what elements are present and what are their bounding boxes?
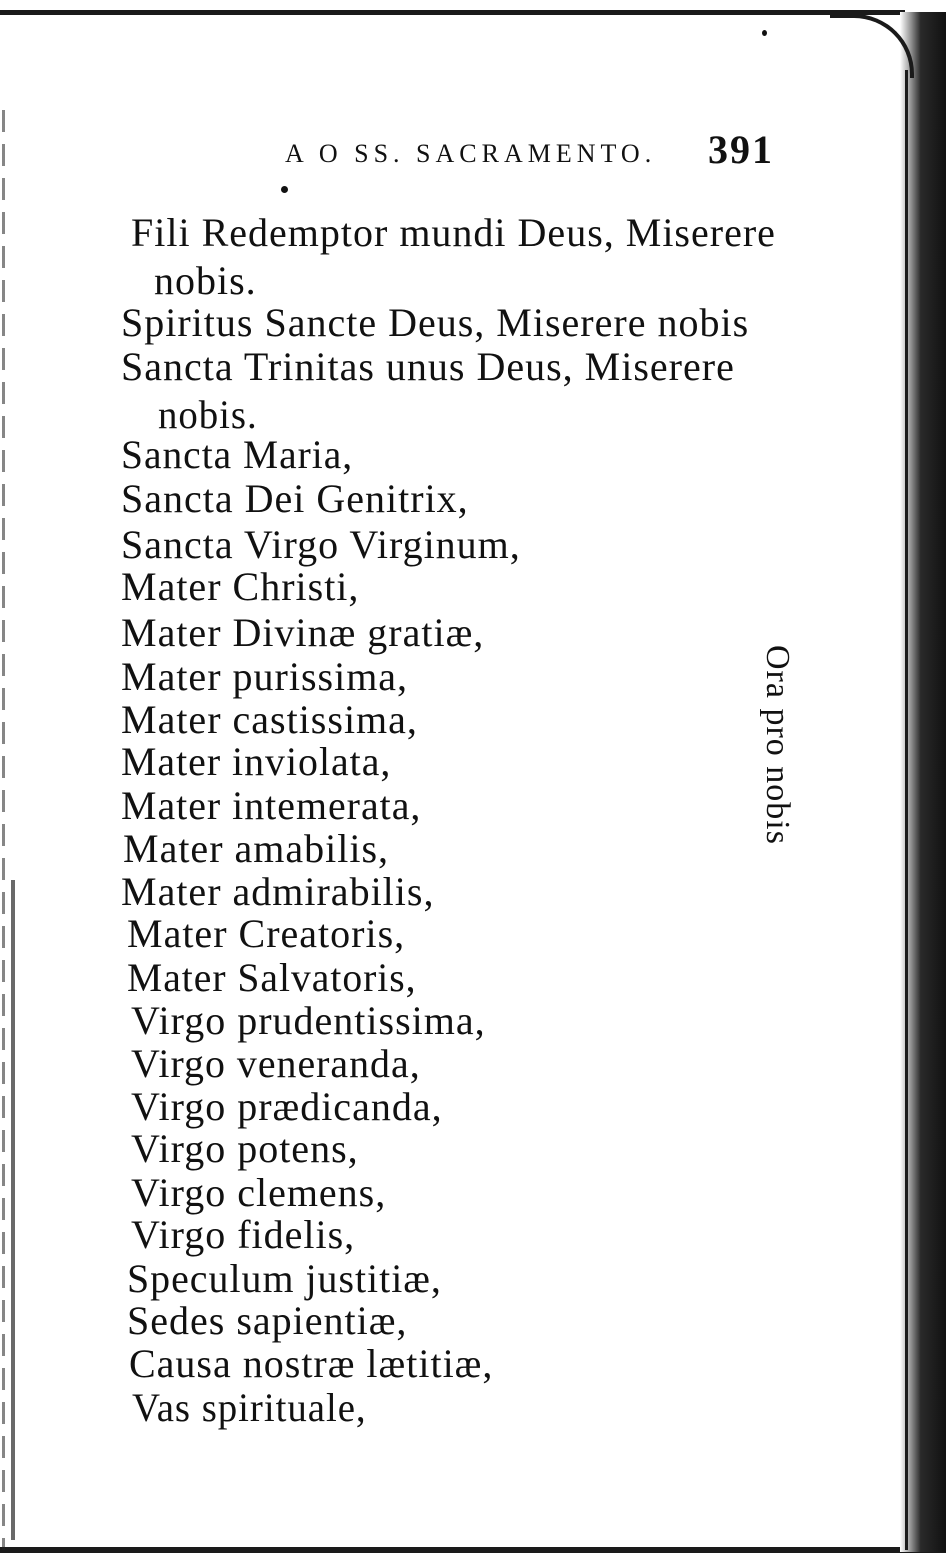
litany-line: Mater Creatoris, [127,911,406,956]
litany-line: Mater amabilis, [123,826,390,871]
litany-line: Sedes sapientiæ, [127,1298,408,1343]
litany-line: Virgo prædicanda, [131,1084,443,1129]
litany-line: Sancta Trinitas unus Deus, Miserere [121,344,735,389]
litany-line: Sancta Maria, [121,432,354,477]
litany-line: nobis. [154,258,257,303]
litany-line: Mater intemerata, [121,783,422,828]
litany-line: Mater admirabilis, [121,869,435,914]
response-bracket [760,645,800,885]
litany-line: Sancta Dei Genitrix, [121,476,469,521]
litany-line: Sancta Virgo Virginum, [121,522,521,567]
litany-line: Mater purissima, [121,654,409,699]
running-head: A O SS. SACRAMENTO. [285,139,657,168]
litany-line: Virgo veneranda, [131,1041,421,1086]
page-right-edge [905,70,908,1550]
litany-line: Mater castissima, [121,697,418,742]
litany-line: Virgo prudentissima, [131,998,486,1043]
litany-line: Mater Christi, [121,564,360,609]
litany-line: Fili Redemptor mundi Deus, Miserere [131,210,776,255]
litany-line: Mater inviolata, [121,739,392,784]
litany-line: Virgo potens, [131,1126,359,1171]
litany-line: Speculum justitiæ, [127,1256,442,1301]
response-text: Ora pro nobis [759,645,796,845]
litany-line: Mater Salvatoris, [127,955,417,1000]
litany-line: nobis. [158,392,258,437]
litany-line: Virgo clemens, [131,1170,387,1215]
litany-line: Causa nostræ lætitiæ, [129,1341,494,1386]
litany-line: Vas spirituale, [132,1385,367,1430]
page-number: 391 [708,127,774,172]
litany-line: Virgo fidelis, [131,1212,356,1257]
litany-line: Mater Divinæ gratiæ, [121,610,485,655]
litany-line: Spiritus Sancte Deus, Miserere nobis [121,300,750,345]
